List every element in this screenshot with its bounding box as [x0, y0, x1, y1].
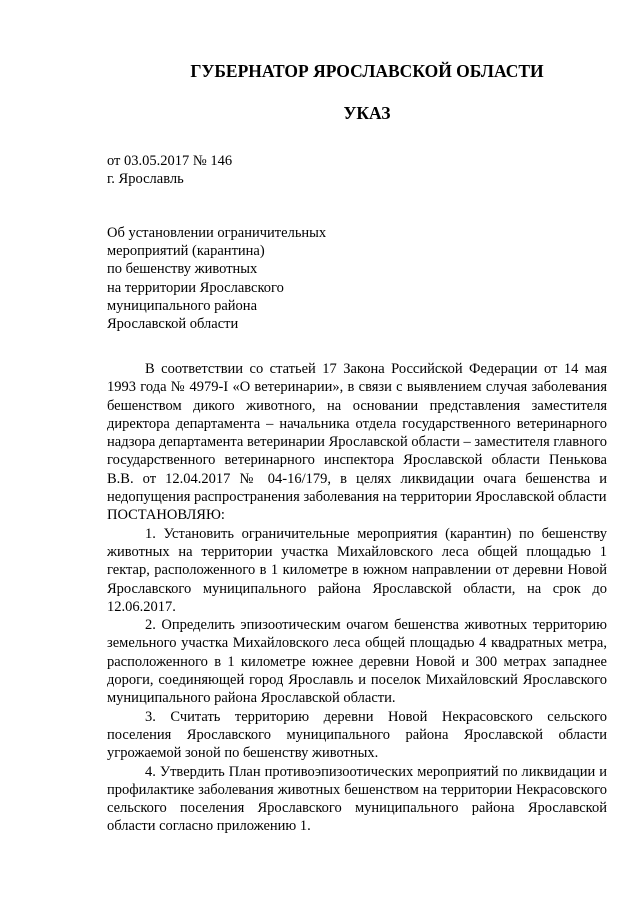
decree-item-3: 3. Считать территорию деревни Новой Некрасовского сельского поселения Ярославского муниципального района Ярославской области угрожаемой зоной по бешенству животных.: [107, 708, 607, 762]
subject-line: муниципального района: [107, 297, 257, 314]
document-page: [107, 0, 607, 905]
document-meta: [107, 152, 232, 188]
subject-line: Об установлении ограничительных: [107, 225, 327, 241]
decree-item-2: 2. Определить эпизоотическим очагом бешенства животных территорию земельного участка Михайловского леса общей площадью 4 квадратных метра, расположенного в 1 километре южнее деревни Новой и 300 метрах западнее дороги, соединяющей город Ярославль и поселок Михайловский Ярославского муниципального района Ярославской области.: [107, 617, 607, 707]
subject-line: мероприятий (карантина): [107, 243, 265, 260]
issuing-authority-heading: ГУБЕРНАТОР ЯРОСЛАВСКОЙ ОБЛАСТИ: [190, 61, 544, 81]
decree-item-4: 4. Утвердить План противоэпизоотических мероприятий по ликвидации и профилактике заболевания животных бешенством на территории Некрасовского сельского поселения Ярославского муниципального района Ярославской области согласно приложению 1.: [107, 763, 607, 835]
date-and-number: от 03.05.2017 № 146: [107, 153, 233, 169]
document-type-heading: УКАЗ: [343, 103, 391, 123]
subject-line: Ярославской области: [107, 316, 239, 333]
subject-line: на территории Ярославского: [107, 279, 284, 296]
preamble-paragraph: В соответствии со статьей 17 Закона Российской Федерации от 14 мая 1993 года № 4979-I «О ветеринарии», в связи с выявлением случая заболевания бешенством дикого животного, на основании представления заместителя директора департамента – начальника отдела государственного ветеринарного надзора департамента ветеринарии Ярославской области – заместителя главного государственного ветеринарного инспектора Ярославской области Пенькова В.В. от 12.04.2017 № 04-16/179, в целях ликвидации очага бешенства и недопущения распространения заболевания на территории Ярославской области: [107, 361, 607, 506]
decree-item-1: 1. Установить ограничительные мероприятия (карантин) по бешенству животных на территории участка Михайловского леса общей площадью 1 гектар, расположенного в 1 километре в южном направлении от деревни Новой Ярославского муниципального района Ярославской области, на срок до 12.06.2017.: [107, 525, 607, 615]
subject-line: по бешенству животных: [107, 261, 258, 278]
decree-word: ПОСТАНОВЛЯЮ:: [107, 507, 225, 524]
place-of-issue: г. Ярославль: [107, 171, 184, 187]
document-body: [107, 360, 607, 836]
document-subject: [107, 224, 326, 333]
